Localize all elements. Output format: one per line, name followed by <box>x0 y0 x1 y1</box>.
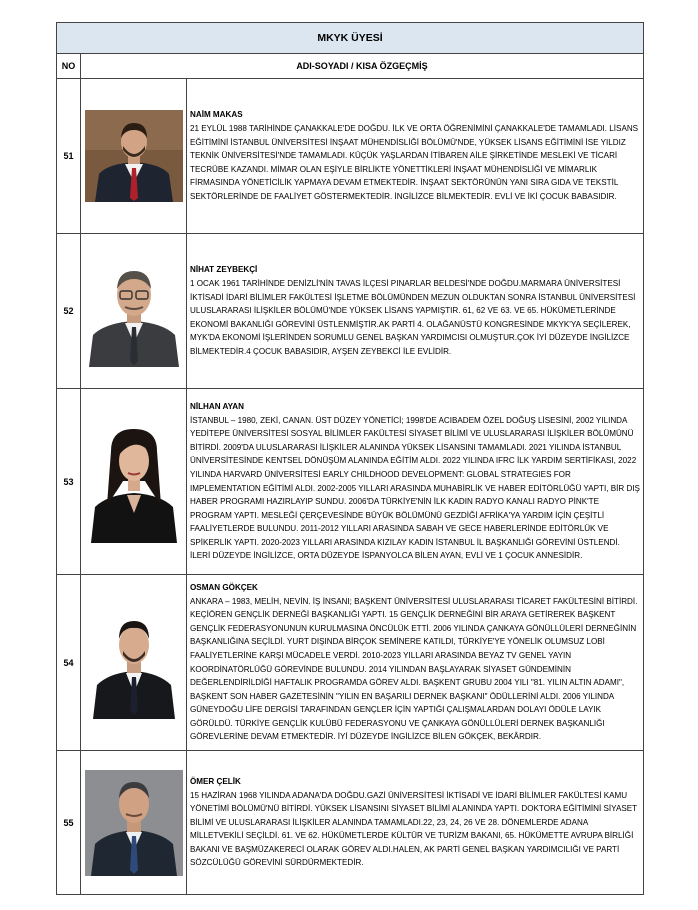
photo-cell <box>81 751 187 895</box>
member-photo <box>85 607 183 719</box>
member-photo <box>85 770 183 876</box>
photo-cell <box>81 79 187 234</box>
member-photo <box>85 110 183 202</box>
members-table <box>56 22 644 895</box>
member-name: NİHAT ZEYBEKÇİ <box>190 265 258 275</box>
member-name: NAİM MAKAS <box>190 110 243 120</box>
table-row <box>57 389 644 575</box>
bio-cell <box>187 575 644 751</box>
table-row <box>57 79 644 234</box>
photo-cell <box>81 234 187 389</box>
member-photo <box>85 255 183 367</box>
photo-cell <box>81 575 187 751</box>
member-bio: 15 HAZİRAN 1968 YILINDA ADANA'DA DOĞDU.GAZİ ÜNİVERSİTESİ İKTİSADİ VE İDARİ BİLİMLER FAKÜLTESİ KAMU YÖNETİMİ BÖLÜMÜ'NÜ BİTİRDİ. YÜKSEK LİSANSINI SİYASET BİLİMİ ALANINDA YAPTI. DOKTORA EĞİTİMİNİ SİYASET BİLİMİ VE ULUSLARARASI İLİŞKİLER ALANINDA TAMAMLADI.22, 23, 24, 26 VE 28. DÖNEMLERDE ADANA MİLLETVEKİLİ SEÇİLDİ. 61. VE 62. HÜKÜMETLERDE KÜLTÜR VE TURİZM BAKANI, 65. HÜKÜMETTE AVRUPA BİRLİĞİ BAKANI VE BAŞMÜZAKERECİ OLARAK GÖREV ALDI.HALEN, AK PARTİ GENEL BAŞKAN YARDIMCILIĞI VE PARTİ SÖZCÜLÜĞÜ GÖREVİNİ SÜRDÜRMEKTEDİR. <box>190 790 637 868</box>
member-bio: ANKARA – 1983, MELİH, NEVİN. İŞ İNSANI; BAŞKENT ÜNİVERSİTESİ ULUSLARARASI TİCARET FAKÜLTESİNİ BİTİRDİ. KEÇİÖREN GENÇLİK DERNEĞİ BAŞKANLIĞI YAPTI. 15 GENÇLİK DERNEĞİNİ BİR ARAYA GETİREREK BAŞKENT GENÇLİK FEDERASYONUNUN KURULMASINA ÖNCÜLÜK ETTİ. 2006 YILINDA ÇANKAYA GÖNÜLLÜLERİ DERNEĞİNİN BAŞKANLIĞINA SEÇİLDİ. YURT DIŞINDA BİRÇOK SEMİNERE KATILDI, TÜRKİYE'YE YÖNELİK OLUMSUZ LOBİ FAALİYETLERİNE KARŞI MÜCADELE VERDİ. 2010-2023 YILLARI ARASINDA BEYAZ TV GENEL YAYIN KOORDİNATÖRLÜĞÜ GÖREVİNDE BULUNDU. 2014 YILINDAN BAŞLAYARAK SİYASET GÜNDEMİNİN DEĞERLENDİRİLDİĞİ HAFTALIK PROGRAMDA GÖREV ALDI. BAŞKENT GRUBU 2004 YILI "81. YILIN ALTIN ADAMI", BAŞKENT SON HABER GAZETESİNİN "YILIN EN BAŞARILI DERNEK BAŞKANI" ÖDÜLLERİNİ ALDI. 2006 YILINDA GÜNEYDOĞU LİFE DERGİSİ TARAFINDAN GENÇLER İÇİN YAPTIĞI ÇALIŞMALARDAN DOLAYI ÖDÜLE LAYIK GÖRÜLDÜ. TÜRKİYE GENÇLİK KULÜBÜ FEDERASYONU VE ÇANKAYA GÖNÜLLÜLERİ DERNEK BAŞKANLIĞI GÖREVLERİNE DEVAM ETMEKTEDİR. İYİ DÜZEYDE İNGİLİZCE BİLEN GÖKÇEK, BEKÂRDIR. <box>190 596 638 742</box>
table-row <box>57 575 644 751</box>
member-name: ÖMER ÇELİK <box>190 776 241 786</box>
table-row <box>57 751 644 895</box>
table-row <box>57 234 644 389</box>
member-bio: 21 EYLÜL 1988 TARİHİNDE ÇANAKKALE'DE DOĞDU. İLK VE ORTA ÖĞRENİMİNİ ÇANAKKALE'DE TAMAMLADI. LİSANS EĞİTİMİNİ İSTANBUL ÜNİVERSİTESİ İNŞAAT MÜHENDİSLİĞİ BÖLÜMÜ'NDE, YÜKSEK LİSANS EĞİTİMİNİ İSE YILDIZ TEKNİK ÜNİVERSİTESİ'NDE TAMAMLADI. KÜÇÜK YAŞLARDAN İTİBAREN AİLE ŞİRKETİNDE MESLEKİ VE TİCARİ TECRÜBE KAZANDI. MİMAR OLAN EŞİYLE BİRLİKTE YÖNETTİKLERİ İNŞAAT MÜHENDİSLİĞİ VE MİMARLIK FİRMASINDA YÖNETİCİLİK YAPMAYA DEVAM ETMEKTEDİR. İNŞAAT SEKTÖRÜNÜN YANI SIRA GIDA VE TEKSTİL SEKTÖRLERİNDE DE FAALİYET GÖSTERMEKTEDİR. İNGİLİZCE BİLMEKTEDİR. EVLİ VE İKİ ÇOCUK BABASIDIR. <box>190 124 639 201</box>
table-header-row <box>57 54 644 79</box>
member-number: 55 <box>57 751 81 895</box>
table-title-row <box>57 23 644 54</box>
member-number: 52 <box>57 234 81 389</box>
member-name: NİLHAN AYAN <box>190 401 244 411</box>
member-name: OSMAN GÖKÇEK <box>190 582 258 592</box>
bio-cell <box>187 234 644 389</box>
member-bio: İSTANBUL – 1980, ZEKİ, CANAN. ÜST DÜZEY YÖNETİCİ; 1998'DE ACIBADEM ÖZEL DOĞUŞ LİSESİNİ, 2002 YILINDA YEDİTEPE ÜNİVERSİTESİ SOSYAL BİLİMLER FAKÜLTESİ SİYASET BİLİMİ VE ULUSLARARASI İLİŞKİLER BÖLÜMÜNÜ BİTİRDİ. 2009'DA ULUSLARARASI İLİŞKİLER ALANINDA YÜKSEK LİSANSINI TAMAMLADI. 2021 YILINDA İSTANBUL ÜNİVERSİTESİNDE KENTSEL DÖNÜŞÜM ALANINDA EĞİTİM ALDI. 2022 YILINDA IFRC İLK YARDIM SERTİFİKASI, 2022 YILINDA HARVARD ÜNİVERSİTESİ EARLY CHILDHOOD DEVELOPMENT: GLOBAL STRATEGIES FOR IMPLEMENTATION EĞİTİMİ ALDI. 2002-2005 YILLARI ARASINDA MUHABİRLİK VE HABER EDİTÖRLÜĞÜ YAPTI, BİR DIŞ HABER PROGRAMI HAZIRLAYIP SUNDU. 2006'DA TÜRKİYE'NİN İLK KADIN RADYO KANALI RADYO PİNK'TE PROGRAM YAPTI. MESLEĞİ ÇERÇEVESİNDE BÜYÜK BÖLÜMÜNÜ GEZDİĞİ AFRİKA'YA YARDIM İÇİN ÇEŞİTLİ FAALİYETLERDE BULUNDU. 2011-2012 YILLARI ARASINDA SABAH VE GECE HABERLERİNDE EDİTÖRLÜK VE SPİKERLİK YAPTI. 2020-2023 YILLARI ARASINDA KIZILAY KADIN İSTANBUL İL BAŞKANLIĞI GÖREVİNİ ÜSTLENDİ. İLERİ DÜZEYDE İNGİLİZCE, ORTA DÜZEYDE İSPANYOLCA BİLEN AYAN, EVLİ VE 1 ÇOCUK ANNESİDİR. <box>190 415 640 561</box>
column-header-no: NO <box>57 54 81 79</box>
bio-cell <box>187 79 644 234</box>
table-title: MKYK ÜYESİ <box>57 23 644 54</box>
member-bio: 1 OCAK 1961 TARİHİNDE DENİZLİ'NİN TAVAS İLÇESİ PINARLAR BELDESİ'NDE DOĞDU.MARMARA ÜNİVERSİTESİ İKTİSADİ İDARİ BİLİMLER FAKÜLTESİ İŞLETME BÖLÜMÜNDEN MEZUN OLDUKTAN SONRA İSTANBUL ÜNİVERSİTESİ ULUSLARARASI İLİŞKİLER BÖLÜMÜ'NDE YÜKSEK LİSANS YAPMIŞTIR. 61, 62 VE 63. VE 65. HÜKÜMETLERİNDE EKONOMİ BAKANLIĞI GÖREVİNİ ÜSTLENMİŞTİR.AK PARTİ 4. OLAĞANÜSTÜ KONGRESİNDE MKYK'YA SEÇİLEREK, MYK'DA EKONOMİ İŞLERİNDEN SORUMLU GENEL BAŞKAN YARDIMCISI OLMUŞTUR.ÇOK İYİ DÜZEYDE İNGİLİZCE BİLMEKTEDİR.4 ÇOCUK BABASIDIR, AYŞEN ZEYBEKCİ İLE EVLİDİR. <box>190 279 636 356</box>
column-header-bio: ADI-SOYADI / KISA ÖZGEÇMİŞ <box>81 54 644 79</box>
member-number: 54 <box>57 575 81 751</box>
member-number: 53 <box>57 389 81 575</box>
bio-cell <box>187 389 644 575</box>
member-number: 51 <box>57 79 81 234</box>
member-photo <box>85 421 183 543</box>
bio-cell <box>187 751 644 895</box>
photo-cell <box>81 389 187 575</box>
